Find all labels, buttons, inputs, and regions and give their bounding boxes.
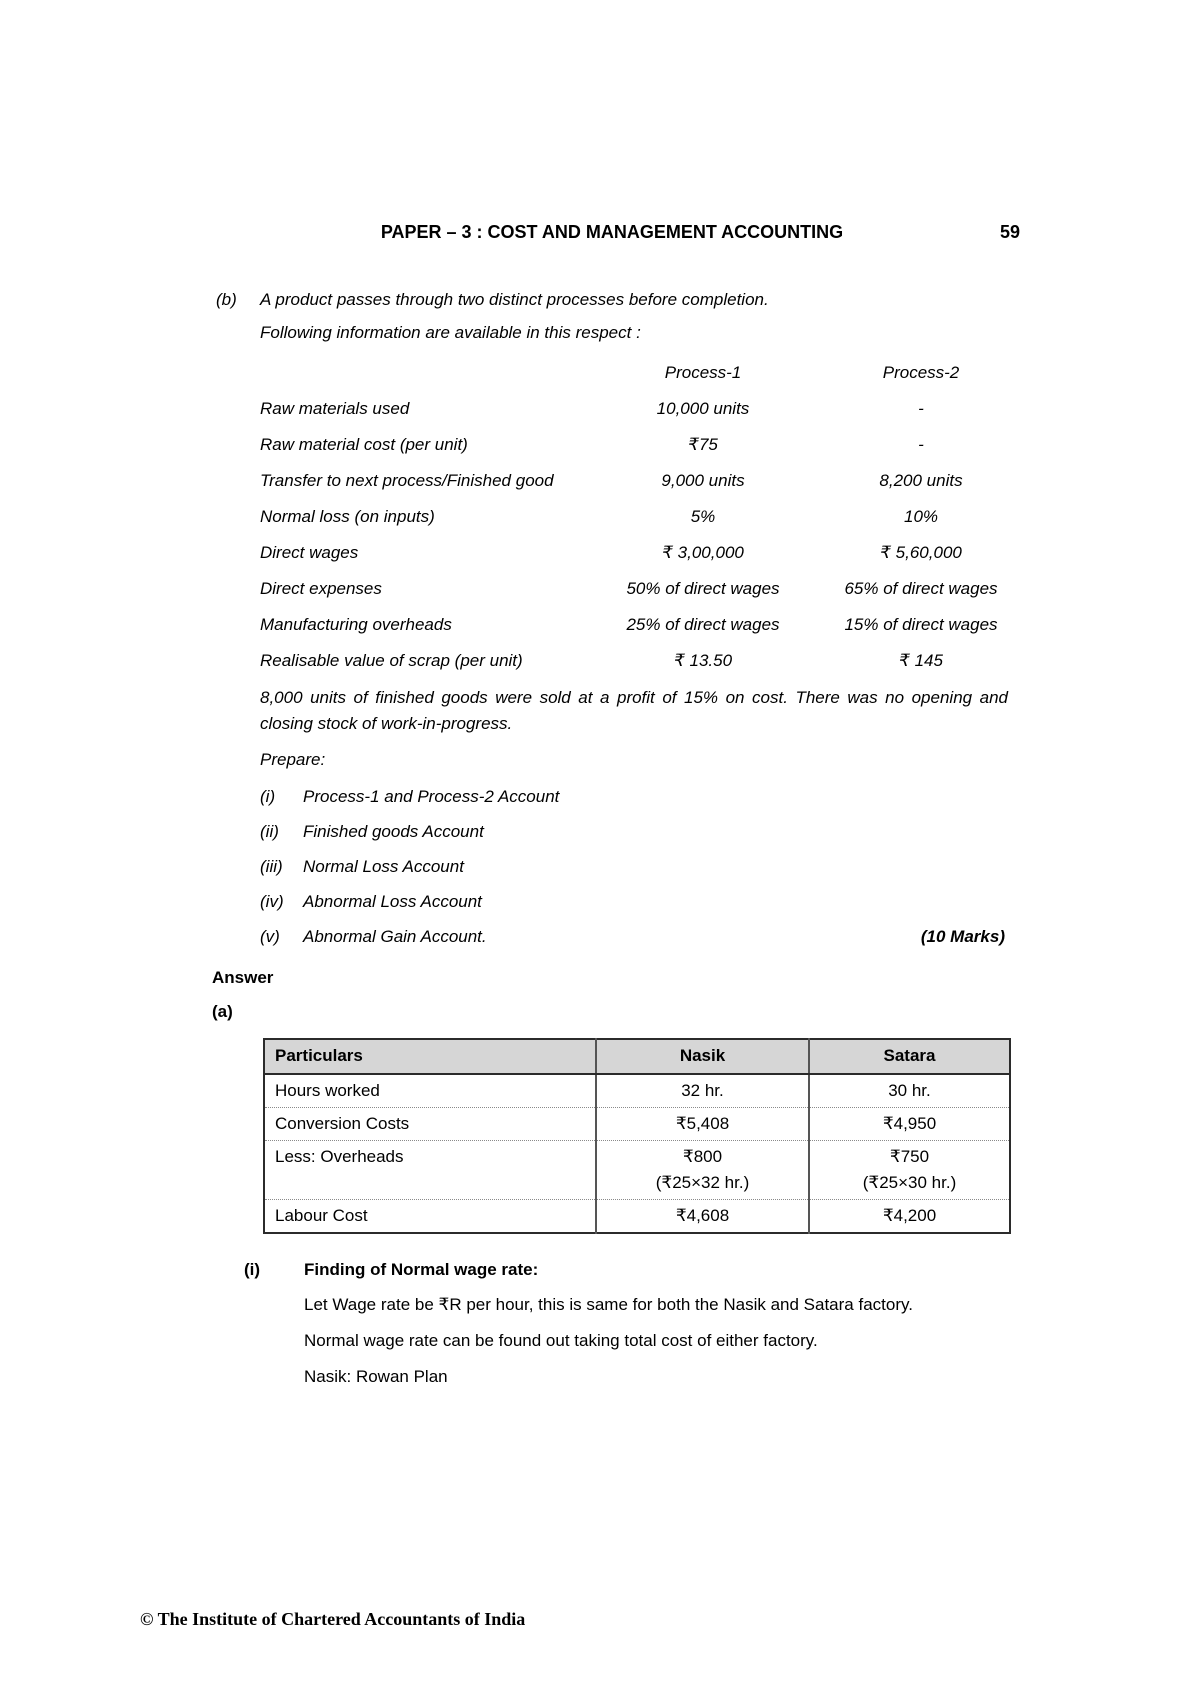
process2-value: ₹ 145 — [899, 651, 943, 670]
list-marker: (ii) — [260, 822, 279, 841]
process1-value: 25% of direct wages — [626, 615, 780, 634]
prepare-label: Prepare: — [260, 750, 326, 769]
question-intro-text: A product passes through two distinct processes before completion. — [260, 290, 769, 309]
process1-value: ₹ 13.50 — [673, 651, 733, 670]
answer-heading: Answer — [212, 968, 274, 987]
answer-line: Let Wage rate be ₹R per hour, this is same for both the Nasik and Satara factory. — [304, 1295, 913, 1314]
question-intro-line1 — [216, 287, 1016, 313]
nasik-value: ₹5,408 — [596, 1108, 809, 1141]
process2-value: ₹ 5,60,000 — [880, 543, 962, 562]
copyright-footer: © The Institute of Chartered Accountants of India — [140, 1609, 526, 1629]
nasik-value: ₹800 (₹25×32 hr.) — [596, 1141, 809, 1200]
marks-badge: (10 Marks) — [920, 927, 1005, 946]
list-item — [260, 784, 1005, 810]
table-row — [264, 1200, 1010, 1234]
process2-value: 8,200 units — [879, 471, 963, 490]
row-label: Less: Overheads — [264, 1141, 596, 1200]
satara-calc: (₹25×30 hr.) — [862, 1173, 957, 1192]
answer-table — [263, 1038, 1011, 1234]
nasik-value: ₹4,608 — [596, 1200, 809, 1234]
question-note: 8,000 units of finished goods were sold at a profit of 15% on cost. There was no opening and closing stock of work-in-progress. — [260, 688, 1008, 733]
table-row — [264, 1108, 1010, 1141]
table-row — [260, 468, 1008, 504]
subitem-marker: (i) — [244, 1260, 261, 1279]
table-row — [260, 612, 1008, 648]
row-label: Raw materials used — [260, 399, 410, 418]
table-row — [260, 540, 1008, 576]
table-row — [260, 396, 1008, 432]
answer-line: Normal wage rate can be found out taking total cost of either factory. — [304, 1331, 818, 1350]
header-satara: Satara — [809, 1039, 1010, 1074]
question-intro-line2: Following information are available in this respect : — [260, 323, 641, 342]
list-text: Abnormal Gain Account. — [303, 927, 487, 946]
list-marker: (i) — [260, 787, 276, 806]
answer-body — [304, 1292, 1024, 1400]
process1-value: 5% — [690, 507, 716, 526]
answer-subitem-heading — [244, 1257, 1004, 1283]
page-number: 59 — [999, 222, 1020, 242]
process2-value: - — [918, 435, 924, 454]
row-label: Transfer to next process/Finished good — [260, 471, 554, 490]
question-marker: (b) — [216, 290, 237, 309]
list-text: Finished goods Account — [303, 822, 484, 841]
process2-value: 65% of direct wages — [844, 579, 998, 598]
answer-line: Nasik: Rowan Plan — [304, 1367, 448, 1386]
process2-header: Process-2 — [882, 363, 960, 382]
list-marker: (v) — [260, 927, 280, 946]
list-marker: (iv) — [260, 892, 284, 911]
row-label: Direct wages — [260, 543, 359, 562]
nasik-calc: (₹25×32 hr.) — [655, 1173, 750, 1192]
process1-value: 50% of direct wages — [626, 579, 780, 598]
table-row — [264, 1141, 1010, 1200]
satara-value: ₹750 (₹25×30 hr.) — [809, 1141, 1010, 1200]
process2-value: 15% of direct wages — [844, 615, 998, 634]
table-row — [260, 648, 1008, 684]
table-row — [260, 432, 1008, 468]
list-item — [260, 854, 1005, 880]
row-label: Raw material cost (per unit) — [260, 435, 468, 454]
list-item — [260, 924, 1005, 950]
table-row — [260, 576, 1008, 612]
process2-value: 10% — [903, 507, 939, 526]
process1-value: 9,000 units — [661, 471, 745, 490]
row-label: Conversion Costs — [264, 1108, 596, 1141]
process2-value: - — [918, 399, 924, 418]
table-row — [264, 1074, 1010, 1108]
process1-header: Process-1 — [664, 363, 742, 382]
process-data-table — [260, 360, 1008, 684]
satara-value: ₹4,950 — [809, 1108, 1010, 1141]
list-item — [260, 889, 1005, 915]
list-text: Process-1 and Process-2 Account — [303, 787, 560, 806]
row-label: Normal loss (on inputs) — [260, 507, 435, 526]
list-item — [260, 819, 1005, 845]
table-header-row — [264, 1039, 1010, 1074]
row-label: Manufacturing overheads — [260, 615, 452, 634]
header-nasik: Nasik — [596, 1039, 809, 1074]
process1-value: 10,000 units — [656, 399, 750, 418]
process1-value: ₹ 3,00,000 — [662, 543, 744, 562]
table-row — [260, 504, 1008, 540]
satara-value: ₹4,200 — [809, 1200, 1010, 1234]
list-text: Abnormal Loss Account — [303, 892, 482, 911]
row-label: Realisable value of scrap (per unit) — [260, 651, 523, 670]
row-label: Labour Cost — [264, 1200, 596, 1234]
process-table-header-row — [260, 360, 1008, 396]
process1-value: ₹75 — [688, 435, 718, 454]
satara-value: 30 hr. — [809, 1074, 1010, 1108]
page-title: PAPER – 3 : COST AND MANAGEMENT ACCOUNTING — [380, 222, 844, 242]
row-label: Hours worked — [275, 1081, 380, 1100]
list-marker: (iii) — [260, 857, 283, 876]
header-particulars: Particulars — [264, 1039, 596, 1074]
list-text: Normal Loss Account — [303, 857, 464, 876]
nasik-value: 32 hr. — [596, 1074, 809, 1108]
prepare-list — [260, 784, 1005, 959]
subitem-heading-text: Finding of Normal wage rate: — [304, 1260, 539, 1279]
row-label: Direct expenses — [260, 579, 382, 598]
answer-part-label: (a) — [212, 1002, 233, 1021]
